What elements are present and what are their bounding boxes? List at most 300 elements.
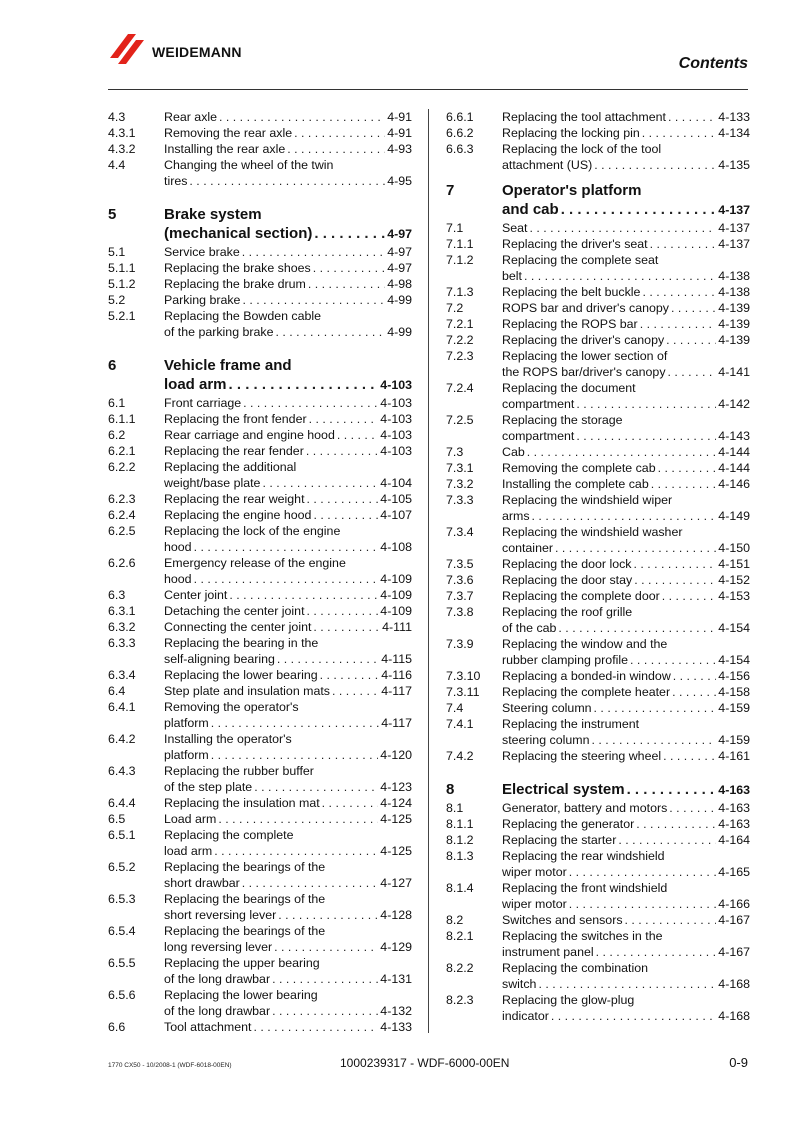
title-line-with-page [164, 715, 412, 731]
section-title [502, 748, 750, 764]
title-line: Removing the rear axle [164, 126, 293, 140]
leader-dots [576, 396, 716, 412]
toc-entry [108, 523, 412, 555]
title-line: Replacing the starter [502, 833, 617, 847]
title-line-with-page [502, 944, 750, 960]
toc-entry [108, 891, 412, 923]
leader-dots [569, 896, 717, 912]
section-title [502, 880, 750, 912]
leader-dots [618, 832, 716, 848]
title-line-with-page [164, 1003, 412, 1019]
section-number: 7.3.9 [446, 637, 474, 651]
page-reference: 4-97 [387, 227, 412, 241]
title-line: Replacing the document [502, 381, 636, 395]
section-number: 7.4.1 [446, 717, 474, 731]
section-number: 7.2.5 [446, 413, 474, 427]
leader-dots [211, 747, 379, 763]
page-reference: 4-117 [381, 684, 412, 698]
title-line: Replacing the tool attachment [502, 110, 666, 124]
section-number: 6.4 [108, 684, 126, 698]
section-number: 5.2.1 [108, 309, 136, 323]
page-reference: 4-154 [718, 653, 750, 667]
title-line-with-page [502, 508, 750, 524]
title-line-with-page [502, 896, 750, 912]
title-line-with-page [502, 976, 750, 992]
section-title [164, 699, 412, 731]
leader-dots [218, 811, 378, 827]
leader-dots [332, 683, 379, 699]
section-title [164, 260, 412, 276]
section-number: 7.1.1 [446, 237, 474, 251]
leader-dots [272, 1003, 378, 1019]
leader-dots [309, 411, 379, 427]
title-line-with-page [502, 428, 750, 444]
toc-entry [108, 411, 412, 427]
title-line-with-page [164, 907, 412, 923]
section-number: 8 [446, 781, 455, 798]
leader-dots [229, 587, 378, 603]
title-line-with-page [164, 1019, 412, 1035]
toc-entry [446, 284, 750, 300]
toc-entry [446, 668, 750, 684]
leader-dots [294, 125, 385, 141]
section-number: 4.3.1 [108, 126, 136, 140]
title-line: Replacing the insulation mat [164, 796, 320, 810]
title-line: of the cab [502, 621, 557, 635]
section-title [502, 700, 750, 716]
section-title [164, 157, 412, 189]
section-number: 6.4.3 [108, 764, 136, 778]
leader-dots [669, 800, 716, 816]
section-title [164, 603, 412, 619]
leader-dots [313, 507, 378, 523]
section-title [164, 205, 412, 244]
leader-dots [242, 875, 379, 891]
leader-dots [214, 843, 378, 859]
leader-dots [242, 292, 385, 308]
toc-entry [108, 125, 412, 141]
section-title [502, 800, 750, 816]
page-reference: 4-163 [718, 817, 750, 831]
section-title [164, 125, 412, 141]
page-reference: 4-141 [718, 365, 750, 379]
section-title [502, 412, 750, 444]
leader-dots [634, 556, 717, 572]
title-line: Rear carriage and engine hood [164, 428, 335, 442]
section-number: 5.1.1 [108, 261, 136, 275]
leader-dots [594, 157, 716, 173]
section-number: 7.3.11 [446, 685, 480, 699]
section-title [164, 141, 412, 157]
title-line: switch [502, 977, 537, 991]
title-line: Center joint [164, 588, 228, 602]
page-reference: 4-137 [718, 237, 750, 251]
section-title [502, 780, 750, 800]
section-number: 7.3 [446, 445, 464, 459]
toc-entry [108, 109, 412, 125]
toc-entry [446, 220, 750, 236]
page-reference: 4-103 [380, 428, 412, 442]
section-title [164, 619, 412, 635]
title-line-with-page [502, 316, 750, 332]
title-line-with-page [164, 971, 412, 987]
page-reference: 4-152 [718, 573, 750, 587]
leader-dots [272, 971, 378, 987]
leader-dots [308, 276, 385, 292]
page-reference: 4-98 [387, 277, 412, 291]
section-title [164, 859, 412, 891]
section-title [164, 763, 412, 795]
leader-dots [277, 651, 379, 667]
title-line: Replacing the Bowden cable [164, 309, 322, 323]
title-line-with-page [164, 324, 412, 340]
section-title [502, 220, 750, 236]
title-line: wiper motor [502, 865, 567, 879]
title-line: Front carriage [164, 396, 242, 410]
toc-entry [108, 795, 412, 811]
title-line: of the step plate [164, 780, 253, 794]
title-line-with-page [502, 540, 750, 556]
page-reference: 4-109 [380, 572, 412, 586]
toc-entry [108, 955, 412, 987]
toc-entry [446, 748, 750, 764]
title-line: Replacing the bearings of the [164, 924, 326, 938]
page-reference: 4-159 [718, 733, 750, 747]
title-line: arms [502, 509, 530, 523]
section-title [164, 292, 412, 308]
toc-entry [108, 923, 412, 955]
title-line: Replacing the rear windshield [502, 849, 665, 863]
title-line: Replacing the generator [502, 817, 635, 831]
section-number: 7 [446, 182, 455, 199]
chapter-heading [108, 205, 412, 244]
section-number: 6.6.1 [446, 110, 474, 124]
page-reference: 4-99 [387, 293, 412, 307]
title-line-with-page [164, 375, 412, 395]
title-line: compartment [502, 397, 575, 411]
title-line: Switches and sensors [502, 913, 623, 927]
toc-entry [446, 332, 750, 348]
title-line-with-page [164, 244, 412, 260]
title-line: tires [164, 174, 188, 188]
page-reference: 4-125 [380, 844, 412, 858]
leader-dots [194, 539, 379, 555]
section-number: 7.4.2 [446, 749, 474, 763]
section-title [164, 891, 412, 923]
toc-entry [446, 604, 750, 636]
section-title [502, 684, 750, 700]
toc-entry [108, 987, 412, 1019]
toc-entry [108, 507, 412, 523]
section-title [502, 181, 750, 220]
toc-entry [446, 832, 750, 848]
section-number: 7.1.3 [446, 285, 474, 299]
title-line: Replacing the windshield wiper [502, 493, 673, 507]
toc-entry [446, 556, 750, 572]
title-line-with-page [502, 800, 750, 816]
title-line: Emergency release of the engine [164, 556, 346, 570]
leader-dots [262, 475, 378, 491]
leader-dots [307, 491, 379, 507]
toc-entry [108, 443, 412, 459]
section-number: 6.2.6 [108, 556, 136, 570]
section-number: 7.2.3 [446, 349, 474, 363]
leader-dots [594, 700, 717, 716]
page-reference: 4-128 [380, 908, 412, 922]
section-title [164, 276, 412, 292]
page-reference: 4-137 [718, 221, 750, 235]
title-line: long reversing lever [164, 940, 273, 954]
section-number: 5.2 [108, 293, 126, 307]
title-line-with-page [164, 539, 412, 555]
leader-dots [658, 460, 717, 476]
leader-dots [306, 443, 378, 459]
title-line: Cab [502, 445, 525, 459]
title-line: of the long drawbar [164, 1004, 271, 1018]
toc-entry [108, 292, 412, 308]
toc-entry [108, 763, 412, 795]
header-divider [108, 89, 748, 90]
title-line-with-page [164, 795, 412, 811]
section-number: 7.2.1 [446, 317, 474, 331]
toc-entry [446, 476, 750, 492]
section-number: 8.1.2 [446, 833, 474, 847]
toc-entry [108, 141, 412, 157]
section-number: 6.6 [108, 1020, 126, 1034]
page-reference: 4-168 [718, 1009, 750, 1023]
title-line: Replacing the lock of the engine [164, 524, 341, 538]
leader-dots [276, 324, 386, 340]
section-title [502, 332, 750, 348]
chapter-heading [446, 780, 750, 800]
title-line-with-page [502, 236, 750, 252]
leader-dots [634, 572, 716, 588]
section-number: 7.3.1 [446, 461, 474, 475]
title-line: Steering column [502, 701, 592, 715]
section-number: 6.4.2 [108, 732, 136, 746]
title-line: Replacing the additional [164, 460, 297, 474]
title-line-with-page [164, 875, 412, 891]
page-reference: 4-139 [718, 317, 750, 331]
section-number: 8.2 [446, 913, 464, 927]
title-line: Replacing the combination [502, 961, 649, 975]
toc-entry [108, 731, 412, 763]
section-number: 4.3 [108, 110, 126, 124]
leader-dots [591, 732, 716, 748]
section-title [502, 716, 750, 748]
section-title [502, 284, 750, 300]
title-line: weight/base plate [164, 476, 261, 490]
section-title [164, 443, 412, 459]
section-title [502, 141, 750, 173]
footer-document-number: 1000239317 - WDF-6000-00EN [340, 1056, 510, 1070]
title-line: Replacing the engine hood [164, 508, 312, 522]
section-title [164, 955, 412, 987]
title-line-with-page [164, 491, 412, 507]
title-line-with-page [502, 832, 750, 848]
leader-dots [642, 284, 716, 300]
title-line-with-page [164, 411, 412, 427]
title-line-with-page [164, 603, 412, 619]
toc-entry [108, 587, 412, 603]
title-line-with-page [502, 748, 750, 764]
section-number: 8.1.4 [446, 881, 474, 895]
page-reference: 4-159 [718, 701, 750, 715]
section-title [502, 109, 750, 125]
title-line: Removing the operator's [164, 700, 299, 714]
page-header [0, 0, 794, 92]
section-number: 7.3.5 [446, 557, 474, 571]
title-line-with-page [164, 276, 412, 292]
leader-dots [527, 444, 717, 460]
title-line: load arm [164, 376, 227, 393]
leader-dots [671, 300, 716, 316]
section-title [164, 523, 412, 555]
section-number: 6.1.1 [108, 412, 136, 426]
page-reference: 4-156 [718, 669, 750, 683]
section-number: 4.4 [108, 158, 126, 172]
page-reference: 4-163 [718, 783, 750, 797]
title-line: hood [164, 572, 192, 586]
title-line: Seat [502, 221, 528, 235]
leader-dots [630, 652, 716, 668]
section-number: 6.2 [108, 428, 126, 442]
toc-entry [108, 699, 412, 731]
leader-dots [337, 427, 378, 443]
page-reference: 4-153 [718, 589, 750, 603]
section-title [502, 492, 750, 524]
leader-dots [219, 109, 385, 125]
section-title [502, 912, 750, 928]
toc-entry [108, 427, 412, 443]
title-line: Generator, battery and motors [502, 801, 668, 815]
toc-entry [108, 395, 412, 411]
section-title [164, 587, 412, 603]
section-number: 6.4.4 [108, 796, 136, 810]
page-reference: 4-166 [718, 897, 750, 911]
section-number: 7.3.6 [446, 573, 474, 587]
page-reference: 4-167 [718, 945, 750, 959]
section-number: 6.5 [108, 812, 126, 826]
leader-dots [666, 332, 716, 348]
page-reference: 4-161 [718, 749, 750, 763]
section-title [164, 811, 412, 827]
page-reference: 4-104 [380, 476, 412, 490]
section-title [164, 244, 412, 260]
leader-dots [307, 603, 379, 619]
title-line-with-page [164, 507, 412, 523]
title-line-with-page [502, 864, 750, 880]
section-title [164, 923, 412, 955]
page-title: Contents [678, 55, 748, 72]
toc-entry [108, 157, 412, 189]
page-reference: 4-149 [718, 509, 750, 523]
title-line: indicator [502, 1009, 549, 1023]
section-number: 7.3.2 [446, 477, 474, 491]
toc-entry [108, 491, 412, 507]
section-title [164, 395, 412, 411]
page-reference: 4-165 [718, 865, 750, 879]
leader-dots [663, 748, 716, 764]
page-reference: 4-143 [718, 429, 750, 443]
title-line: Step plate and insulation mats [164, 684, 331, 698]
title-line: Replacing the lower bearing [164, 988, 318, 1002]
section-number: 6.5.4 [108, 924, 136, 938]
section-title [164, 795, 412, 811]
page-reference: 4-116 [381, 668, 412, 682]
section-title [502, 588, 750, 604]
title-line: Replacing the lower section of [502, 349, 668, 363]
section-number: 4.3.2 [108, 142, 136, 156]
toc-entry [446, 928, 750, 960]
title-line: container [502, 541, 553, 555]
title-line-with-page [164, 667, 412, 683]
toc-entry [446, 572, 750, 588]
title-line: Replacing the rear weight [164, 492, 305, 506]
title-line: of the parking brake [164, 325, 274, 339]
section-number: 5.1.2 [108, 277, 136, 291]
page-reference: 4-97 [387, 245, 412, 259]
title-line-with-page [164, 224, 412, 244]
page-reference: 4-131 [380, 972, 412, 986]
title-line: Replacing the door lock [502, 557, 632, 571]
leader-dots [538, 976, 716, 992]
title-line: Replacing the brake drum [164, 277, 306, 291]
title-line: Replacing a bonded-in window [502, 669, 671, 683]
toc-entry [108, 1019, 412, 1035]
title-line-with-page [502, 268, 750, 284]
title-line-with-page [502, 652, 750, 668]
section-number: 6.3.1 [108, 604, 136, 618]
title-line: Replacing the roof grille [502, 605, 633, 619]
page-reference: 4-120 [380, 748, 412, 762]
title-line: Replacing the bearing in the [164, 636, 319, 650]
page-reference: 4-139 [718, 301, 750, 315]
section-number: 7.2.4 [446, 381, 474, 395]
section-title [164, 683, 412, 699]
toc-entry [108, 308, 412, 340]
title-line-with-page [502, 700, 750, 716]
title-line-with-page [502, 572, 750, 588]
toc-right-column [446, 109, 750, 1024]
section-number: 6.5.6 [108, 988, 136, 1002]
title-line-with-page [502, 157, 750, 173]
title-line: self-aligning bearing [164, 652, 275, 666]
title-line: Replacing the complete door [502, 589, 660, 603]
title-line: Replacing the driver's seat [502, 237, 648, 251]
title-line-with-page [502, 668, 750, 684]
leader-dots [561, 200, 717, 219]
section-number: 6.2.4 [108, 508, 136, 522]
page-reference: 4-137 [718, 203, 750, 217]
title-line: Replacing the brake shoes [164, 261, 311, 275]
title-line: Replacing the belt buckle [502, 285, 641, 299]
leader-dots [625, 912, 717, 928]
section-number: 6.6.3 [446, 142, 474, 156]
section-title [502, 316, 750, 332]
section-title [502, 604, 750, 636]
toc-entry [108, 667, 412, 683]
toc-entry [446, 300, 750, 316]
section-title [164, 555, 412, 587]
toc-entry [446, 524, 750, 556]
toc-entry [108, 859, 412, 891]
column-divider [428, 109, 429, 1033]
page-reference: 4-103 [380, 396, 412, 410]
page-reference: 4-138 [718, 269, 750, 283]
section-number: 6.3.4 [108, 668, 136, 682]
page-reference: 4-97 [387, 261, 412, 275]
